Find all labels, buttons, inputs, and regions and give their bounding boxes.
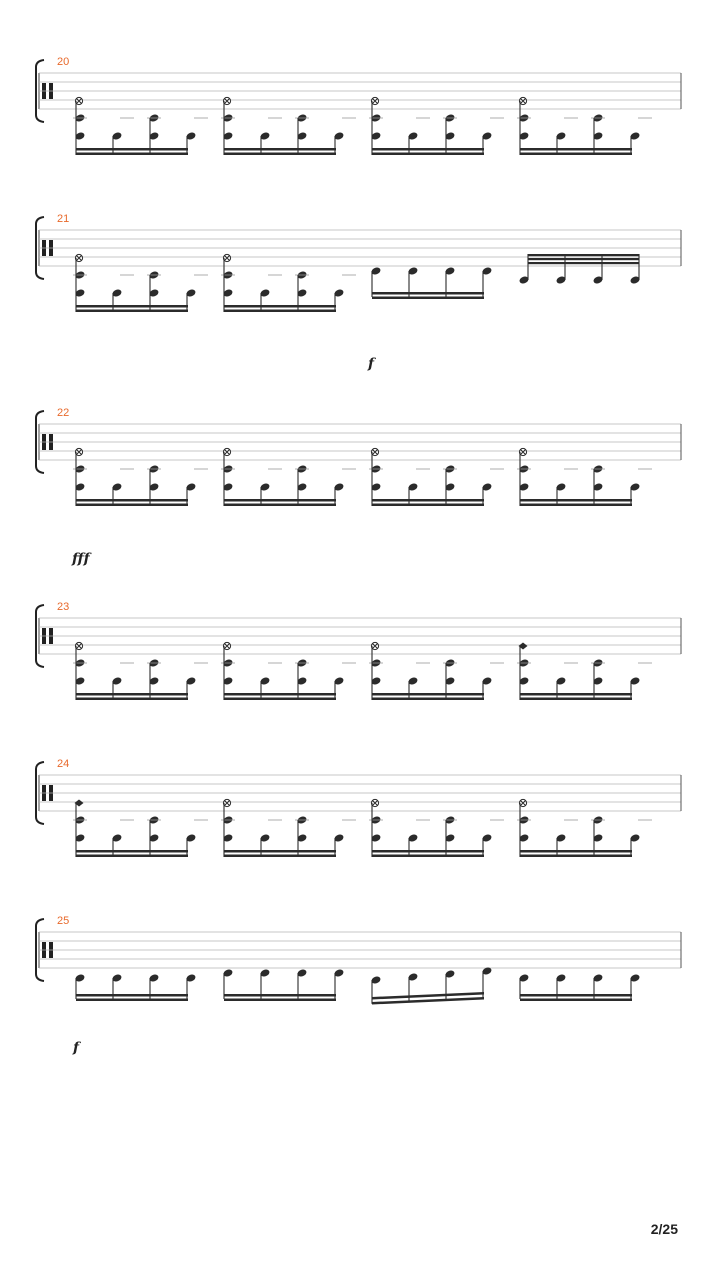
beat-group xyxy=(221,97,356,155)
measure-number: 25 xyxy=(57,915,70,927)
cymbal-x xyxy=(225,99,230,104)
cymbal-x xyxy=(77,256,82,261)
beat-group xyxy=(369,448,504,506)
beam xyxy=(520,499,632,502)
beam xyxy=(372,148,484,151)
beam xyxy=(76,148,188,151)
beat-group xyxy=(73,800,208,858)
beam xyxy=(224,153,336,156)
beat-group xyxy=(222,968,344,1001)
beat-group xyxy=(221,448,356,506)
cymbal-x xyxy=(373,801,378,806)
beat-group xyxy=(73,642,208,700)
beam xyxy=(372,693,484,696)
beam xyxy=(372,855,484,858)
beam xyxy=(528,262,639,264)
beam xyxy=(372,504,484,507)
dynamic-marking: f xyxy=(368,356,375,372)
page-number: 2/25 xyxy=(650,1221,678,1237)
beam xyxy=(224,310,336,313)
measure-number: 22 xyxy=(57,407,70,419)
beat-group xyxy=(221,799,356,857)
beat-group xyxy=(517,799,652,857)
beam xyxy=(372,153,484,156)
system xyxy=(36,758,681,857)
beam xyxy=(520,698,632,701)
beam xyxy=(76,994,188,997)
beam xyxy=(372,850,484,853)
beat-group xyxy=(517,448,652,506)
beat-group xyxy=(369,97,504,155)
beat-group xyxy=(73,448,208,506)
beam xyxy=(76,310,188,313)
system xyxy=(36,601,681,700)
beam xyxy=(372,297,484,300)
cymbal-x xyxy=(225,256,230,261)
beam xyxy=(76,305,188,308)
system xyxy=(36,915,681,1056)
cymbal-x xyxy=(225,450,230,455)
dynamic-marking: fff xyxy=(72,551,90,567)
cymbal-x xyxy=(373,450,378,455)
cymbal-x xyxy=(225,644,230,649)
cymbal-x xyxy=(77,450,82,455)
beam xyxy=(76,850,188,853)
beam xyxy=(76,153,188,156)
beam xyxy=(520,850,632,853)
beam xyxy=(76,999,188,1002)
beam xyxy=(224,504,336,507)
beam xyxy=(528,254,639,256)
system xyxy=(36,213,681,372)
beam xyxy=(224,305,336,308)
beam xyxy=(224,693,336,696)
beam xyxy=(520,504,632,507)
beat-group xyxy=(369,799,504,857)
cymbal-x xyxy=(77,644,82,649)
beam xyxy=(224,148,336,151)
beam xyxy=(224,850,336,853)
cymbal-x xyxy=(373,644,378,649)
dynamic-marking: f xyxy=(73,1040,80,1056)
beat-group xyxy=(73,254,208,312)
measure-number: 20 xyxy=(57,56,70,68)
beam xyxy=(520,855,632,858)
measure-number: 24 xyxy=(57,758,70,770)
beam xyxy=(224,994,336,997)
beam xyxy=(520,153,632,156)
beam xyxy=(224,499,336,502)
beam xyxy=(224,999,336,1002)
beam xyxy=(76,499,188,502)
beam xyxy=(224,698,336,701)
beat-group xyxy=(370,266,492,299)
cymbal-x xyxy=(521,99,526,104)
beam xyxy=(372,698,484,701)
beam xyxy=(520,994,632,997)
beat-group xyxy=(73,97,208,155)
beat-group xyxy=(518,973,640,1001)
cymbal-x xyxy=(225,801,230,806)
beam xyxy=(520,148,632,151)
cymbal-x xyxy=(77,99,82,104)
beat-group xyxy=(221,642,356,700)
beat-group xyxy=(517,643,652,701)
beat-group xyxy=(369,642,504,700)
beam xyxy=(372,292,484,295)
beat-group xyxy=(517,97,652,155)
beam xyxy=(528,258,639,260)
beam xyxy=(520,999,632,1002)
beam xyxy=(76,698,188,701)
beam xyxy=(520,693,632,696)
cymbal-x xyxy=(521,801,526,806)
cymbal-x xyxy=(521,450,526,455)
beam xyxy=(76,855,188,858)
measure-number: 21 xyxy=(57,213,70,225)
beam xyxy=(76,693,188,696)
beam xyxy=(224,855,336,858)
beat-group xyxy=(370,966,492,1004)
system xyxy=(36,56,681,155)
beat-group xyxy=(221,254,356,312)
beat-group xyxy=(518,254,640,285)
beat-group xyxy=(74,973,196,1001)
cymbal-x xyxy=(373,99,378,104)
measure-number: 23 xyxy=(57,601,70,613)
system xyxy=(36,407,681,567)
beam xyxy=(76,504,188,507)
beam xyxy=(372,499,484,502)
